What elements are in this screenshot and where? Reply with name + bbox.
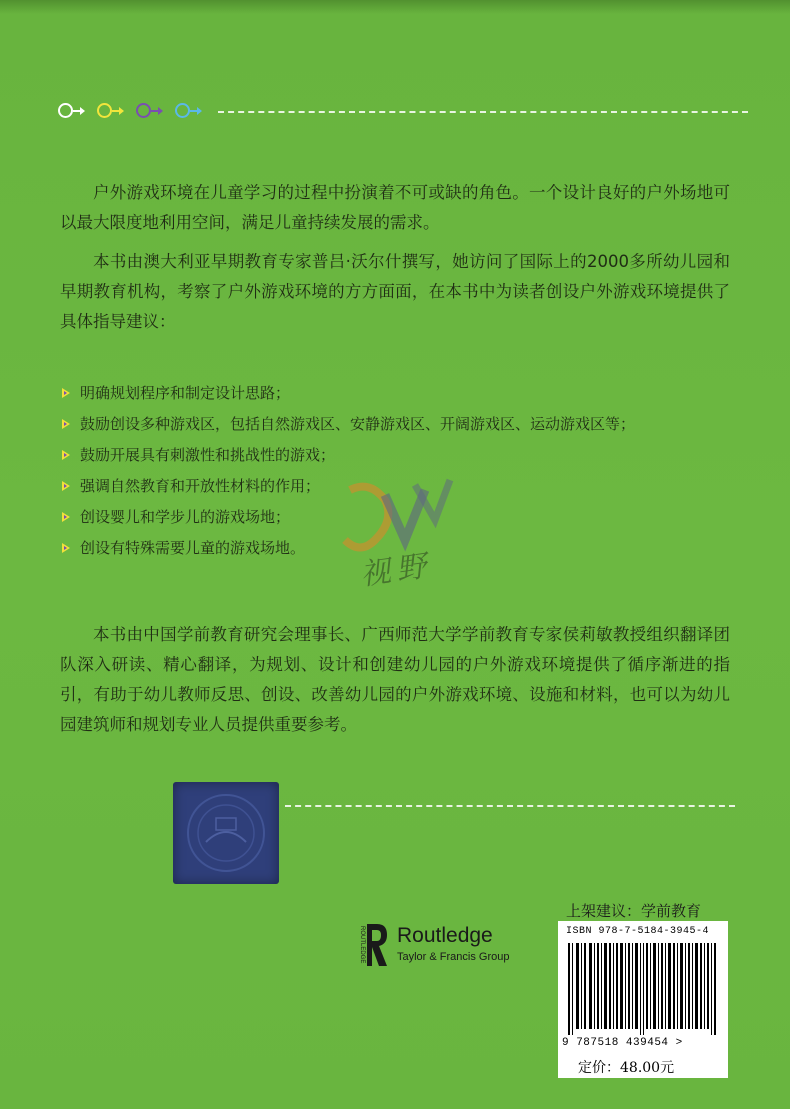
list-item-text: 明确规划程序和制定设计思路； bbox=[80, 384, 291, 402]
white-circle-icon bbox=[58, 103, 73, 118]
list-item-text: 创设婴儿和学步儿的游戏场地； bbox=[80, 508, 291, 526]
translation-paragraph: 本书由中国学前教育研究会理事长、广西师范大学学前教育专家侯莉敏教授组织翻译团队深入研读、精心翻译，为规划、设计和创建幼儿园的户外游戏环境提供了循序渐进的指引，有助于幼儿教师反思、创设、改善幼儿园的户外游戏环境、设施和材料，也可以为幼儿园建筑师和规划专业人员提供重要参考。 bbox=[60, 625, 730, 734]
barcode-icon bbox=[568, 943, 718, 1035]
list-item bbox=[62, 440, 742, 471]
list-item-text: 创设有特殊需要儿童的游戏场地。 bbox=[80, 539, 306, 557]
triangle-bullet-icon bbox=[62, 450, 70, 460]
yellow-circle-icon bbox=[97, 103, 112, 118]
triangle-bullet-icon bbox=[62, 543, 70, 553]
yellow-arrow-icon bbox=[119, 107, 124, 115]
isbn-text: ISBN 978-7-5184-3945-4 bbox=[566, 926, 710, 937]
svg-text:ROUTLEDGE: ROUTLEDGE bbox=[359, 926, 365, 964]
list-item-text: 鼓励开展具有刺激性和挑战性的游戏； bbox=[80, 446, 336, 464]
author-paragraph: 本书由澳大利亚早期教育专家普吕·沃尔什撰写，她访问了国际上的2000多所幼儿园和早期教育机构，考察了户外游戏环境的方方面面，在本书中为读者创设户外游戏环境提供了具体指导建议： bbox=[60, 252, 730, 331]
list-item-text: 强调自然教育和开放性材料的作用； bbox=[80, 477, 321, 495]
barcode-panel bbox=[558, 921, 728, 1056]
price-panel bbox=[558, 1056, 728, 1078]
anti-counterfeit-seal-icon bbox=[173, 782, 279, 884]
publisher-subtitle: Taylor & Francis Group bbox=[397, 951, 510, 963]
watermark-text: 视野 bbox=[358, 548, 435, 593]
price-text: 定价：48.00元 bbox=[578, 1060, 675, 1076]
seal-dashed-divider bbox=[285, 805, 735, 807]
intro-paragraph: 户外游戏环境在儿童学习的过程中扮演着不可或缺的角色。一个设计良好的户外场地可以最大限度地利用空间，满足儿童持续发展的需求。 bbox=[60, 183, 730, 232]
blue-circle-icon bbox=[175, 103, 190, 118]
purple-arrow-icon bbox=[158, 107, 163, 115]
triangle-bullet-icon bbox=[62, 388, 70, 398]
blue-arrow-icon bbox=[197, 107, 202, 115]
barcode-digits: 9 787518 439454 > bbox=[562, 1037, 683, 1049]
triangle-bullet-icon bbox=[62, 512, 70, 522]
list-item bbox=[62, 378, 742, 409]
top-shadow bbox=[0, 0, 790, 14]
publisher-name: Routledge bbox=[397, 924, 493, 947]
decorative-dots-row bbox=[58, 100, 748, 124]
publisher-side-text bbox=[355, 924, 363, 970]
triangle-bullet-icon bbox=[62, 481, 70, 491]
list-item-text: 鼓励创设多种游戏区，包括自然游戏区、安静游戏区、开阔游戏区、运动游戏区等； bbox=[80, 415, 636, 433]
white-arrow-icon bbox=[80, 107, 85, 115]
triangle-bullet-icon bbox=[62, 419, 70, 429]
shelf-suggestion: 上架建议：学前教育 bbox=[566, 902, 702, 920]
top-dashed-divider bbox=[218, 111, 748, 113]
purple-circle-icon bbox=[136, 103, 151, 118]
list-item bbox=[62, 409, 742, 440]
